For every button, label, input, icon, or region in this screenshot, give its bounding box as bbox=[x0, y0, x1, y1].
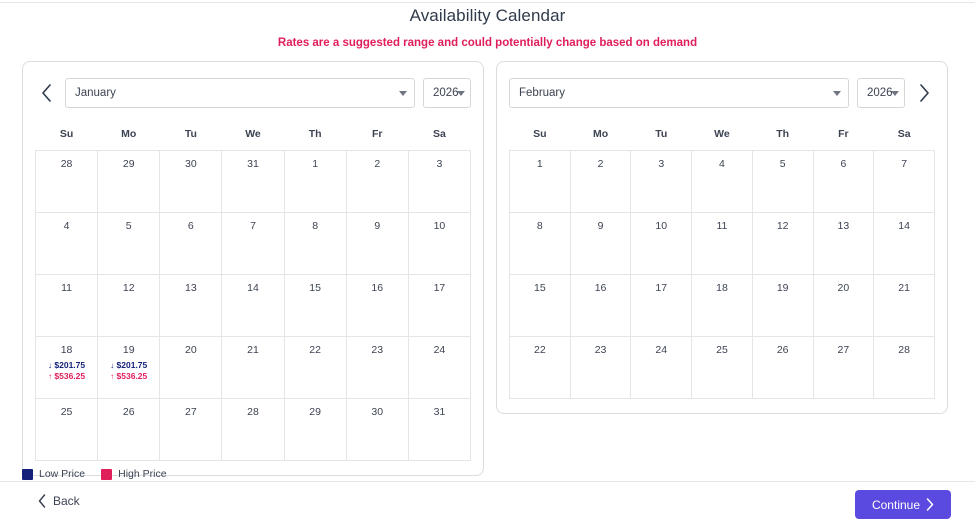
calendar-day-cell[interactable] bbox=[346, 213, 408, 275]
calendar-day-number: 10 bbox=[433, 220, 446, 232]
weekday-header-row bbox=[36, 122, 471, 151]
calendar-day-cell[interactable] bbox=[36, 151, 98, 213]
low-price-swatch-icon bbox=[22, 469, 33, 480]
weekday-mo: Mo bbox=[592, 128, 609, 140]
calendar-day-number: 31 bbox=[247, 158, 259, 170]
previous-month-icon[interactable] bbox=[35, 79, 57, 107]
chevron-down-icon bbox=[833, 91, 841, 96]
calendar-day-number: 1 bbox=[312, 158, 319, 170]
calendar-day-number: 3 bbox=[436, 158, 443, 170]
calendar-day-number: 22 bbox=[534, 344, 546, 356]
calendar-week-row bbox=[510, 213, 935, 275]
calendar-day-number: 2 bbox=[374, 158, 381, 170]
calendar-day-number: 4 bbox=[63, 220, 70, 232]
calendar-day-cell[interactable] bbox=[408, 275, 470, 337]
calendar-day-number: 27 bbox=[185, 406, 197, 418]
calendar-day-number: 5 bbox=[125, 220, 132, 232]
legend-low-price bbox=[22, 468, 85, 480]
chevron-down-icon bbox=[457, 91, 465, 96]
calendar-day-number: 13 bbox=[837, 220, 850, 232]
calendar-day-cell[interactable] bbox=[692, 213, 753, 275]
calendar-week-row bbox=[510, 151, 935, 213]
weekday-header-row bbox=[510, 122, 935, 151]
calendar-day-cell[interactable] bbox=[222, 275, 284, 337]
calendar-day-number: 24 bbox=[655, 344, 668, 356]
calendar-week-row bbox=[36, 275, 471, 337]
calendar-day-cell[interactable] bbox=[346, 337, 408, 399]
continue-button[interactable] bbox=[855, 490, 951, 519]
weekday-th: Th bbox=[308, 128, 322, 140]
calendar-day-number: 1 bbox=[536, 158, 543, 170]
year-select-january[interactable] bbox=[423, 78, 471, 108]
calendar-day-cell[interactable] bbox=[813, 337, 874, 399]
calendar-day-cell[interactable] bbox=[570, 151, 631, 213]
calendar-day-number: 19 bbox=[776, 282, 789, 294]
calendar-day-number: 31 bbox=[433, 406, 446, 418]
calendar-day-number: 2 bbox=[597, 158, 604, 170]
chevron-right-icon bbox=[926, 498, 934, 511]
legend-high-price-label: High Price bbox=[118, 468, 167, 480]
calendar-day-cell[interactable] bbox=[510, 337, 571, 399]
calendar-day-number: 4 bbox=[719, 158, 725, 170]
weekday-tu: Tu bbox=[184, 128, 197, 140]
calendar-day-cell[interactable] bbox=[408, 213, 470, 275]
footer-bar bbox=[0, 481, 975, 529]
calendar-day-number: 28 bbox=[60, 158, 73, 170]
calendar-february-header bbox=[509, 72, 935, 110]
weekday-su: Su bbox=[533, 128, 547, 140]
calendar-day-number: 24 bbox=[433, 344, 446, 356]
calendar-day-number: 28 bbox=[247, 406, 259, 418]
calendar-day-number: 21 bbox=[898, 282, 910, 294]
month-select-january-value: January bbox=[75, 87, 116, 99]
weekday-fr: Fr bbox=[372, 128, 383, 140]
low-price-text: $201.75 bbox=[116, 360, 148, 370]
calendar-day-number: 5 bbox=[779, 158, 786, 170]
calendar-day-number: 8 bbox=[312, 220, 319, 232]
chevron-left-icon bbox=[38, 494, 46, 508]
calendar-day-cell[interactable] bbox=[98, 399, 160, 461]
legend-high-price bbox=[101, 468, 166, 480]
high-price-value bbox=[38, 371, 95, 382]
chevron-down-icon bbox=[891, 91, 899, 96]
calendar-day-cell[interactable] bbox=[284, 275, 346, 337]
weekday-we: We bbox=[245, 128, 261, 140]
calendar-day-cell[interactable] bbox=[284, 337, 346, 399]
month-select-february[interactable] bbox=[509, 78, 849, 108]
calendar-day-number: 18 bbox=[716, 282, 728, 294]
calendar-day-number: 16 bbox=[594, 282, 607, 294]
weekday-fr: Fr bbox=[838, 128, 849, 140]
year-select-february-value: 2026 bbox=[867, 87, 893, 99]
weekday-su: Su bbox=[59, 128, 74, 140]
calendar-day-cell[interactable] bbox=[98, 275, 160, 337]
calendar-week-row bbox=[36, 337, 471, 399]
calendar-day-cell[interactable] bbox=[874, 337, 935, 399]
weekday-mo: Mo bbox=[121, 128, 137, 140]
calendar-grid-january bbox=[35, 122, 471, 461]
calendar-day-cell[interactable] bbox=[408, 399, 470, 461]
high-price-swatch-icon bbox=[101, 469, 112, 480]
arrow-up-icon: ↑ bbox=[110, 372, 115, 381]
calendar-day-number: 9 bbox=[597, 220, 604, 232]
calendar-day-number: 13 bbox=[185, 282, 197, 294]
calendar-day-number: 7 bbox=[250, 220, 256, 232]
calendar-day-cell[interactable] bbox=[692, 275, 753, 337]
low-price-text: $201.75 bbox=[54, 360, 86, 370]
high-price-text: $536.25 bbox=[54, 371, 86, 381]
calendar-day-cell[interactable] bbox=[874, 213, 935, 275]
calendar-day-number: 15 bbox=[534, 282, 546, 294]
calendar-day-cell[interactable] bbox=[346, 275, 408, 337]
high-price-value bbox=[100, 371, 157, 382]
calendar-day-cell[interactable] bbox=[752, 151, 813, 213]
calendar-day-number: 20 bbox=[185, 344, 197, 356]
calendar-day-number: 15 bbox=[309, 282, 321, 294]
calendar-day-number: 19 bbox=[122, 344, 135, 356]
calendar-week-row bbox=[510, 275, 935, 337]
calendar-day-number: 18 bbox=[60, 344, 73, 356]
calendar-day-cell[interactable] bbox=[570, 213, 631, 275]
calendar-day-number: 12 bbox=[776, 220, 789, 232]
calendar-day-number: 14 bbox=[247, 282, 259, 294]
calendar-day-number: 14 bbox=[898, 220, 910, 232]
calendar-day-number: 29 bbox=[122, 158, 135, 170]
calendar-day-number: 7 bbox=[901, 158, 908, 170]
calendar-day-number: 6 bbox=[187, 220, 194, 232]
year-select-february[interactable] bbox=[857, 78, 905, 108]
calendar-week-row bbox=[510, 337, 935, 399]
month-select-february-value: February bbox=[519, 87, 566, 99]
calendar-day-number: 10 bbox=[655, 220, 668, 232]
calendar-day-cell[interactable] bbox=[752, 213, 813, 275]
weekday-we: We bbox=[714, 128, 730, 140]
calendar-day-number: 22 bbox=[309, 344, 321, 356]
calendar-day-number: 20 bbox=[837, 282, 850, 294]
calendar-day-cell[interactable] bbox=[222, 213, 284, 275]
calendar-day-number: 30 bbox=[371, 406, 384, 418]
calendar-day-number: 3 bbox=[658, 158, 665, 170]
calendar-day-cell[interactable] bbox=[510, 151, 571, 213]
arrow-down-icon: ↓ bbox=[110, 361, 115, 370]
calendar-february bbox=[496, 61, 948, 414]
calendar-day-number: 23 bbox=[371, 344, 384, 356]
calendar-day-cell[interactable] bbox=[752, 275, 813, 337]
month-select-january[interactable] bbox=[65, 78, 415, 108]
calendar-day-cell[interactable] bbox=[284, 213, 346, 275]
calendar-week-row bbox=[36, 213, 471, 275]
next-month-icon[interactable] bbox=[913, 79, 935, 107]
page-title: Availability Calendar bbox=[409, 6, 566, 25]
calendar-day-cell[interactable] bbox=[570, 337, 631, 399]
back-button[interactable] bbox=[38, 494, 80, 508]
calendar-day-number: 17 bbox=[655, 282, 668, 294]
chevron-down-icon bbox=[399, 91, 407, 96]
low-price-value bbox=[38, 360, 95, 371]
calendar-day-cell[interactable] bbox=[284, 399, 346, 461]
calendar-day-number: 6 bbox=[840, 158, 847, 170]
calendar-day-cell[interactable] bbox=[98, 151, 160, 213]
calendar-week-row bbox=[36, 399, 471, 461]
calendar-day-number: 8 bbox=[536, 220, 543, 232]
calendar-grid-february bbox=[509, 122, 935, 399]
weekday-sa: Sa bbox=[897, 128, 911, 140]
calendar-day-cell[interactable] bbox=[631, 337, 692, 399]
calendar-day-number: 26 bbox=[122, 406, 135, 418]
calendar-day-cell[interactable] bbox=[222, 151, 284, 213]
weekday-th: Th bbox=[776, 128, 790, 140]
calendar-day-cell[interactable] bbox=[692, 337, 753, 399]
calendar-day-cell[interactable] bbox=[752, 337, 813, 399]
high-price-text: $536.25 bbox=[116, 371, 148, 381]
calendar-day-cell[interactable] bbox=[284, 151, 346, 213]
calendar-day-number: 28 bbox=[898, 344, 910, 356]
calendar-day-cell[interactable] bbox=[222, 337, 284, 399]
calendar-day-number: 9 bbox=[374, 220, 381, 232]
calendar-day-cell[interactable] bbox=[222, 399, 284, 461]
calendar-day-number: 16 bbox=[371, 282, 384, 294]
calendar-day-cell[interactable] bbox=[98, 213, 160, 275]
calendar-day-number: 29 bbox=[309, 406, 321, 418]
low-price-value bbox=[100, 360, 157, 371]
calendar-day-cell[interactable] bbox=[813, 213, 874, 275]
calendar-day-cell[interactable] bbox=[631, 275, 692, 337]
rates-disclaimer: Rates are a suggested range and could potentially change based on demand bbox=[277, 37, 698, 49]
arrow-up-icon: ↑ bbox=[48, 372, 53, 381]
calendar-day-cell[interactable] bbox=[570, 275, 631, 337]
back-button-label: Back bbox=[53, 494, 80, 508]
calendar-january-header bbox=[35, 72, 471, 110]
calendar-day-cell[interactable] bbox=[160, 213, 222, 275]
calendar-day-cell[interactable] bbox=[631, 213, 692, 275]
calendar-day-cell[interactable] bbox=[98, 337, 160, 399]
calendar-day-cell[interactable] bbox=[346, 151, 408, 213]
calendar-day-number: 12 bbox=[122, 282, 135, 294]
calendar-day-cell[interactable] bbox=[408, 151, 470, 213]
weekday-sa: Sa bbox=[433, 128, 446, 140]
calendar-day-number: 23 bbox=[594, 344, 607, 356]
arrow-down-icon: ↓ bbox=[48, 361, 53, 370]
continue-button-label: Continue bbox=[871, 497, 921, 512]
calendar-day-number: 27 bbox=[837, 344, 850, 356]
price-legend bbox=[22, 468, 167, 480]
calendar-day-cell[interactable] bbox=[874, 275, 935, 337]
calendar-day-cell[interactable] bbox=[510, 213, 571, 275]
calendar-day-cell[interactable] bbox=[36, 337, 98, 399]
calendar-day-cell[interactable] bbox=[813, 275, 874, 337]
calendar-day-cell[interactable] bbox=[36, 399, 98, 461]
calendar-day-cell[interactable] bbox=[510, 275, 571, 337]
calendar-day-number: 11 bbox=[716, 220, 728, 232]
calendar-day-cell[interactable] bbox=[36, 275, 98, 337]
calendar-day-number: 25 bbox=[60, 406, 73, 418]
calendar-day-cell[interactable] bbox=[408, 337, 470, 399]
calendar-day-cell[interactable] bbox=[160, 337, 222, 399]
calendar-day-cell[interactable] bbox=[160, 151, 222, 213]
calendar-day-number: 17 bbox=[433, 282, 446, 294]
calendar-day-number: 26 bbox=[776, 344, 789, 356]
calendar-day-cell[interactable] bbox=[692, 151, 753, 213]
calendars-container bbox=[22, 61, 953, 476]
calendar-day-number: 25 bbox=[716, 344, 728, 356]
weekday-tu: Tu bbox=[655, 128, 668, 140]
calendar-day-cell[interactable] bbox=[160, 275, 222, 337]
calendar-week-row bbox=[36, 151, 471, 213]
calendar-day-number: 21 bbox=[247, 344, 259, 356]
calendar-day-cell[interactable] bbox=[346, 399, 408, 461]
calendar-day-number: 30 bbox=[185, 158, 197, 170]
year-select-january-value: 2026 bbox=[433, 87, 459, 99]
calendar-day-cell[interactable] bbox=[160, 399, 222, 461]
calendar-day-cell[interactable] bbox=[36, 213, 98, 275]
legend-low-price-label: Low Price bbox=[39, 468, 86, 480]
calendar-day-number: 11 bbox=[61, 282, 73, 294]
calendar-day-cell[interactable] bbox=[631, 151, 692, 213]
calendar-day-cell[interactable] bbox=[813, 151, 874, 213]
calendar-january bbox=[22, 61, 484, 476]
calendar-day-cell[interactable] bbox=[874, 151, 935, 213]
